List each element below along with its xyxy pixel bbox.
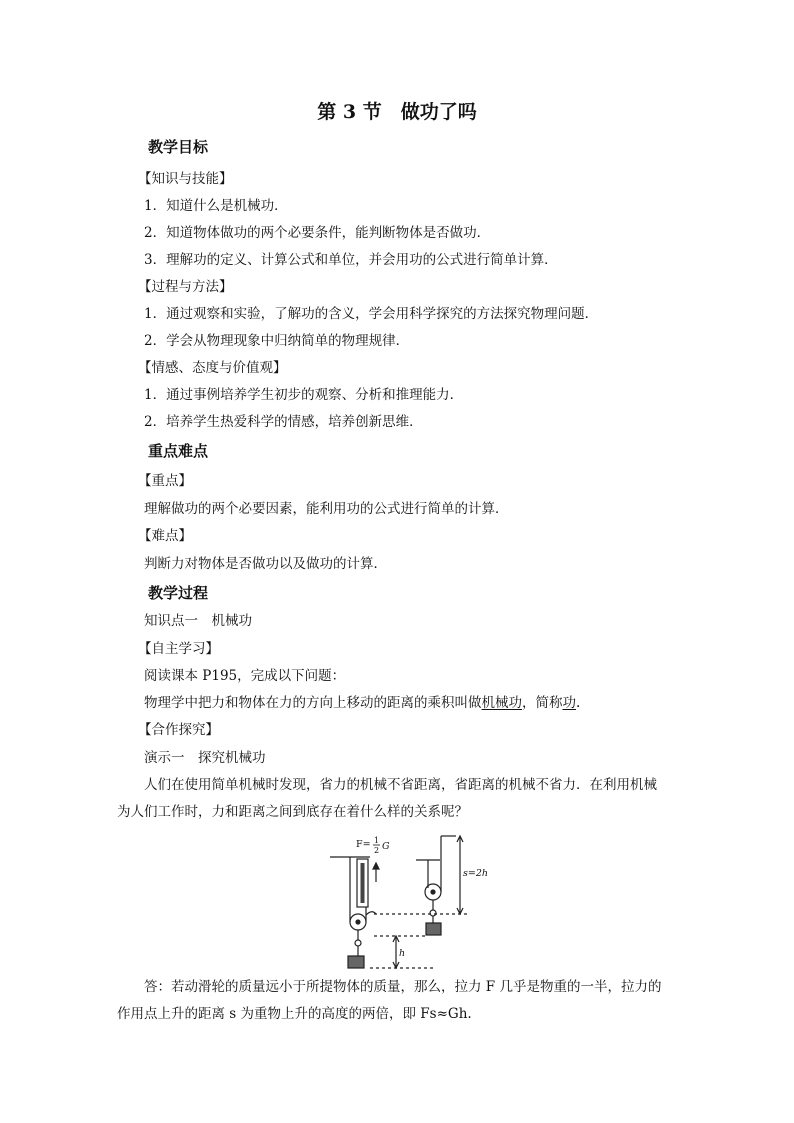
goal-item-2: 2．知道物体做功的两个必要条件，能判断物体是否做功． <box>144 225 491 241</box>
definition-text-start: 物理学中把力和物体在力的方向上移动的距离的乘积叫做 <box>144 695 482 711</box>
definition-sentence <box>144 694 580 712</box>
goal-item-1: 1．知道什么是机械功． <box>144 198 288 214</box>
distance-s-label: s=2h <box>463 868 488 879</box>
emotion-item-2: 2．培养学生热爱科学的情感，培养创新思维． <box>144 414 423 430</box>
answer-line-1: 答：若动滑轮的质量远小于所提物体的质量，那么，拉力 F 几乎是物重的一半，拉力的 <box>144 979 662 995</box>
knowledge-point-title: 知识点一 机械功 <box>144 613 252 629</box>
section-heading-teaching-process: 教学过程 <box>148 584 209 602</box>
process-item-1: 1．通过观察和实验，了解功的含义，学会用科学探究的方法探究物理问题． <box>144 306 599 322</box>
subheading-key: 【重点】 <box>138 473 192 489</box>
paragraph-line-2: 为人们工作时，力和距离之间到底存在着什么样的关系呢？ <box>117 804 468 820</box>
self-study-instruction: 阅读课本 P195，完成以下问题： <box>144 668 346 684</box>
force-label: F= <box>356 839 371 850</box>
subheading-knowledge-skills: 【知识与技能】 <box>138 171 233 187</box>
process-item-2: 2．学会从物理现象中归纳简单的物理规律． <box>144 333 410 349</box>
goal-item-3: 3．理解功的定义、计算公式和单位，并会用功的公式进行简单计算． <box>144 252 558 268</box>
fraction-denominator: 2 <box>374 846 380 855</box>
gravity-label: G <box>382 841 390 852</box>
fraction-numerator: 1 <box>374 836 380 845</box>
difficulty-text: 判断力对物体是否做功以及做功的计算． <box>144 556 387 572</box>
subheading-self-study: 【自主学习】 <box>138 641 219 657</box>
section-heading-key-points: 重点难点 <box>148 442 209 460</box>
definition-text-end: . <box>576 695 581 711</box>
section-heading-teaching-goals: 教学目标 <box>148 138 209 156</box>
subheading-difficulty: 【难点】 <box>138 528 192 544</box>
answer-mechanical-work: 机械功 <box>481 695 522 711</box>
definition-text-mid: ，简称 <box>522 695 563 711</box>
answer-work: 功 <box>562 695 576 711</box>
right-weight <box>426 923 441 935</box>
subheading-process-method: 【过程与方法】 <box>138 279 233 295</box>
page-title: 第 3 节 做功了吗 <box>317 101 477 123</box>
subheading-emotion-attitude: 【情感、态度与价值观】 <box>138 360 287 376</box>
demo-title: 演示一 探究机械功 <box>144 750 266 766</box>
height-h-label: h <box>399 948 406 959</box>
pulley-diagram <box>330 830 490 975</box>
key-point-text: 理解做功的两个必要因素，能利用功的公式进行简单的计算． <box>144 501 509 517</box>
emotion-item-1: 1．通过事例培养学生初步的观察、分析和推理能力． <box>144 387 464 403</box>
pull-arrow-head <box>373 863 379 869</box>
answer-line-2: 作用点上升的距离 s 为重物上升的高度的两倍，即 Fs≈Gh. <box>117 1006 472 1022</box>
subheading-cooperative-inquiry: 【合作探究】 <box>138 722 219 738</box>
left-weight <box>348 956 364 968</box>
paragraph-line-1: 人们在使用简单机械时发现，省力的机械不省距离，省距离的机械不省力．在利用机械 <box>144 777 657 793</box>
